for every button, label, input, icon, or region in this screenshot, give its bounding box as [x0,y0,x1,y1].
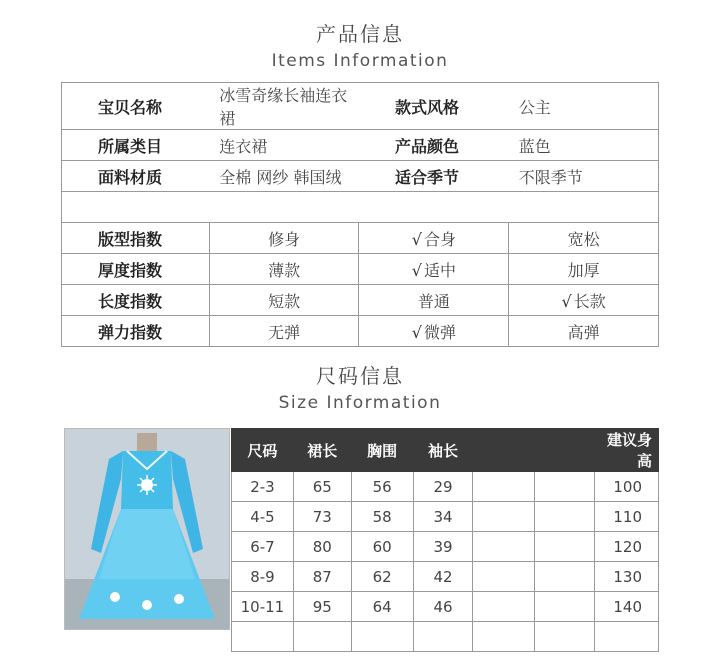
size-header-cell: 建议身高 [595,429,659,472]
size-cell: 130 [595,562,659,592]
index-option [209,316,359,347]
blank-cell [62,192,659,223]
index-option-label: 修身 [268,229,301,249]
product-info-heading [0,18,720,71]
size-cell [413,622,473,652]
info-value: 连衣裙 [209,130,359,161]
check-mark-icon: √ [561,291,572,311]
size-cell: 2-3 [232,472,294,502]
index-option-label: 短款 [268,291,301,311]
size-cell: 73 [293,502,351,532]
info-value: 不限季节 [509,161,659,192]
info-label: 产品颜色 [359,130,509,161]
size-cell [473,532,535,562]
info-label: 所属类目 [62,130,210,161]
info-row [62,161,659,192]
index-option [209,285,359,316]
dress-photo [64,428,230,630]
size-header-cell [473,429,535,472]
index-option [359,316,509,347]
index-row [62,316,659,347]
check-mark-icon: √ [411,322,422,342]
size-info-title-en: Size Information [278,393,442,413]
check-mark-icon: √ [411,229,422,249]
info-label: 面料材质 [62,161,210,192]
size-row [232,562,659,592]
index-option-label: 无弹 [268,322,301,342]
index-option [209,223,359,254]
info-label: 宝贝名称 [62,83,210,130]
info-value: 冰雪奇缘长袖连衣裙 [209,83,359,130]
size-cell [535,622,595,652]
index-option [509,223,659,254]
index-option [509,285,659,316]
size-cell [535,532,595,562]
index-option-label: 微弹 [423,322,456,342]
size-cell [473,622,535,652]
size-row [232,592,659,622]
index-option [509,316,659,347]
size-header-cell: 袖长 [413,429,473,472]
info-row [62,83,659,130]
size-info-heading [0,360,720,413]
info-label: 款式风格 [359,83,509,130]
index-row [62,254,659,285]
check-mark-icon: √ [411,260,422,280]
size-header-cell: 裙长 [293,429,351,472]
index-row [62,223,659,254]
size-cell [535,592,595,622]
index-option [359,254,509,285]
size-cell: 10-11 [232,592,294,622]
size-cell: 39 [413,532,473,562]
size-cell: 58 [351,502,413,532]
size-cell [473,562,535,592]
size-cell: 140 [595,592,659,622]
size-cell: 60 [351,532,413,562]
index-option-label: 适中 [423,260,456,280]
size-cell: 34 [413,502,473,532]
size-cell: 87 [293,562,351,592]
index-option-label: 宽松 [567,229,600,249]
size-row [232,472,659,502]
size-cell [473,592,535,622]
info-value: 全棉 网纱 韩国绒 [209,161,359,192]
size-cell: 110 [595,502,659,532]
product-info-title-cn: 产品信息 [316,22,404,46]
index-option [509,254,659,285]
size-cell: 80 [293,532,351,562]
size-cell [293,622,351,652]
size-row [232,502,659,532]
size-cell: 4-5 [232,502,294,532]
size-cell: 42 [413,562,473,592]
size-cell [473,502,535,532]
index-option-label: 长款 [573,291,606,311]
size-header-cell: 尺码 [232,429,294,472]
index-option [359,285,509,316]
index-option-label: 薄款 [268,260,301,280]
size-cell [232,622,294,652]
size-cell: 6-7 [232,532,294,562]
size-cell: 56 [351,472,413,502]
size-table-header [232,429,659,472]
size-cell: 8-9 [232,562,294,592]
size-cell [351,622,413,652]
size-header-cell: 胸围 [351,429,413,472]
index-option [209,254,359,285]
index-label: 厚度指数 [62,254,210,285]
size-cell [535,562,595,592]
info-value: 蓝色 [509,130,659,161]
blank-row [62,192,659,223]
index-label: 弹力指数 [62,316,210,347]
info-label: 适合季节 [359,161,509,192]
index-option-label: 合身 [423,229,456,249]
size-info-title-cn: 尺码信息 [316,364,404,388]
index-row [62,285,659,316]
size-row [232,532,659,562]
size-cell [535,472,595,502]
size-cell: 120 [595,532,659,562]
product-info-title-en: Items Information [271,51,449,71]
size-cell [535,502,595,532]
index-option-label: 加厚 [567,260,600,280]
size-cell: 65 [293,472,351,502]
size-cell [595,622,659,652]
size-cell: 64 [351,592,413,622]
info-value: 公主 [509,83,659,130]
index-label: 长度指数 [62,285,210,316]
index-option [359,223,509,254]
size-cell: 46 [413,592,473,622]
size-cell: 62 [351,562,413,592]
size-table [231,428,659,652]
index-label: 版型指数 [62,223,210,254]
info-row [62,130,659,161]
size-cell [473,472,535,502]
product-info-table [61,82,659,347]
size-row [232,622,659,652]
dress-illustration [65,429,229,629]
index-option-label: 高弹 [567,322,600,342]
index-option-label: 普通 [417,291,450,311]
size-header-cell [535,429,595,472]
size-cell: 95 [293,592,351,622]
size-cell: 100 [595,472,659,502]
size-cell: 29 [413,472,473,502]
